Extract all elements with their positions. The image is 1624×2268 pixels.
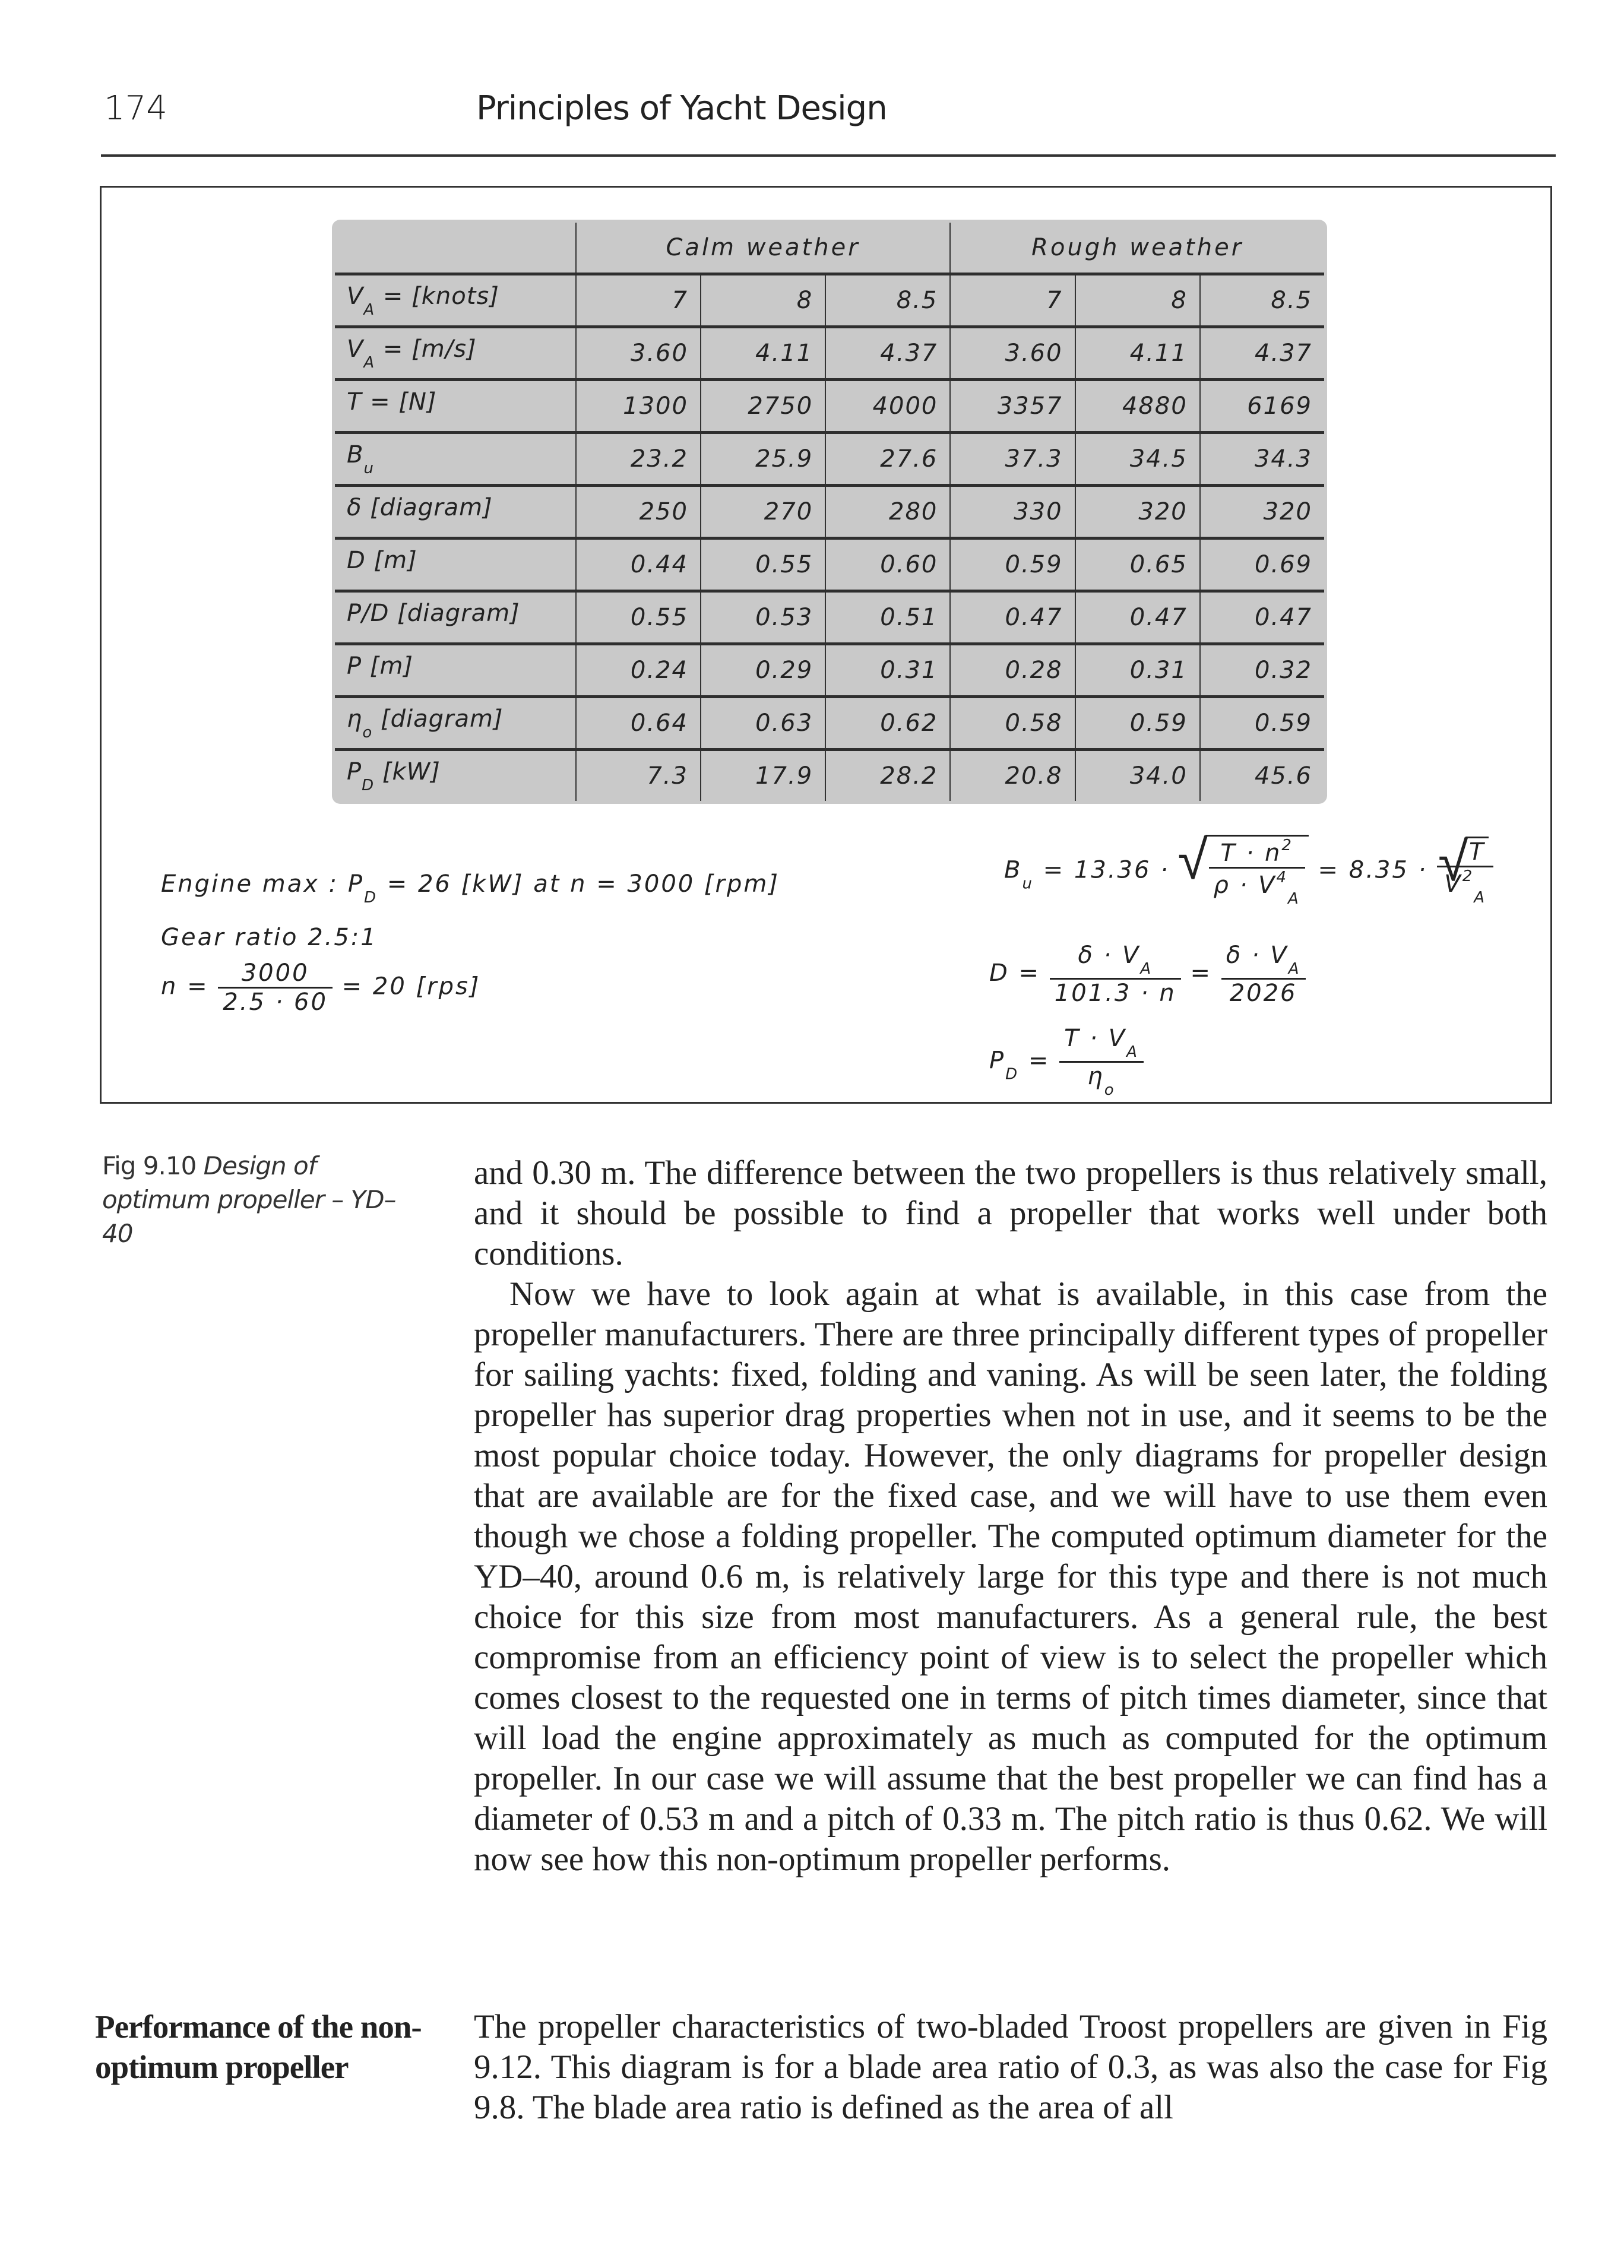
table-row	[334, 697, 1326, 750]
table-row	[334, 644, 1326, 697]
diameter-formula: D = $\frac{\delta \cdot V_A}{101.3 \cdot n}$ = $\frac{\delta \cdot V_A}{2026}$	[989, 942, 1306, 1007]
cell: 45.6	[1254, 762, 1312, 790]
cell: 0.28	[950, 644, 1075, 697]
row-label: T = [N]	[334, 380, 576, 433]
cell: 8.5	[1200, 274, 1326, 327]
page-number: 174	[104, 89, 167, 128]
cell: 8	[1075, 274, 1200, 327]
cell: 0.31	[1075, 644, 1200, 697]
table-row	[334, 380, 1326, 433]
cell: 0.24	[576, 644, 701, 697]
row-label: $\eta_o$ [diagram]	[334, 697, 576, 750]
figure-9-10	[100, 186, 1552, 1104]
running-head	[0, 0, 1624, 160]
cell: 8	[701, 274, 825, 327]
cell: 0.65	[1075, 539, 1200, 591]
sqrt-symbol: √ T	[1465, 837, 1489, 866]
cell: 0.47	[1200, 591, 1326, 644]
cell: 0.64	[576, 697, 701, 750]
cell: 0.69	[1200, 539, 1326, 591]
cell: 7.3	[576, 750, 701, 803]
book-title: Principles of Yacht Design	[476, 89, 887, 128]
cell: 23.2	[576, 433, 701, 486]
cell: 0.51	[825, 591, 950, 644]
cell: 6169	[1200, 380, 1326, 433]
cell: 3.60	[576, 327, 701, 380]
row-label: $V_A$ = [knots]	[334, 274, 576, 327]
table-corner-cell	[334, 221, 576, 274]
cell: 270	[701, 486, 825, 539]
table-row	[334, 433, 1326, 486]
table-row	[334, 274, 1326, 327]
cell: 7	[950, 274, 1075, 327]
figure-caption	[102, 1149, 411, 1250]
paragraph: The propeller characteristics of two-bladed Troost propellers are given in Fig 9.12. This diagram is for a blade area ratio of 0.3, as was also the case for Fig 9.8. The blade area ratio is defined as the area of all	[474, 2008, 1547, 2126]
table-row	[334, 486, 1326, 539]
cell: 330	[950, 486, 1075, 539]
table-row	[334, 539, 1326, 591]
cell: 7	[576, 274, 701, 327]
cell: 0.31	[825, 644, 950, 697]
table-row	[334, 327, 1326, 380]
cell: 34.0	[1075, 750, 1200, 803]
cell: 0.59	[1075, 697, 1200, 750]
body-text-section	[474, 2007, 1547, 2128]
cell: 0.55	[701, 539, 825, 591]
cell: 8.5	[825, 274, 950, 327]
cell: 0.53	[701, 591, 825, 644]
caption-label: Fig 9.10	[102, 1151, 204, 1180]
cell: 250	[576, 486, 701, 539]
cell: 0.29	[701, 644, 825, 697]
cell: 4.37	[1200, 327, 1326, 380]
cell: 4.37	[825, 327, 950, 380]
caption-title: Design of optimum propeller – YD–40	[102, 1151, 396, 1248]
cell: 37.3	[950, 433, 1075, 486]
cell: 0.58	[950, 697, 1075, 750]
cell: 1300	[576, 380, 701, 433]
propeller-design-table	[332, 220, 1327, 804]
section-heading: Performance of the non-optimum propeller	[95, 2009, 422, 2085]
cell: 0.47	[950, 591, 1075, 644]
cell: 20.8	[950, 750, 1075, 803]
group-header-rough: Rough weather	[950, 221, 1325, 274]
cell: 3357	[950, 380, 1075, 433]
cell: 28.2	[825, 750, 950, 803]
cell: 0.55	[576, 591, 701, 644]
cell: 280	[825, 486, 950, 539]
row-label: P/D [diagram]	[334, 591, 576, 644]
cell: 0.32	[1200, 644, 1326, 697]
rps-equation: n = $\frac{3000}{2.5 \cdot 60}$ = 20 [rps]	[161, 959, 481, 1016]
group-header-calm: Calm weather	[576, 221, 951, 274]
cell: 0.59	[950, 539, 1075, 591]
cell: 320	[1075, 486, 1200, 539]
cell: 320	[1200, 486, 1326, 539]
cell: 27.6	[825, 433, 950, 486]
table-row	[334, 591, 1326, 644]
row-label: $B_u$	[334, 433, 576, 486]
cell: 2750	[701, 380, 825, 433]
row-label: $V_A = [m/s]$	[334, 327, 576, 380]
cell: 34.5	[1075, 433, 1200, 486]
engine-max-line: Engine max : $P_D = 26$ [kW] at n = 3000 [rpm]	[161, 870, 780, 907]
cell: 4.11	[701, 327, 825, 380]
bu-formula: $B_u = 13.36$ · √ $\frac{T \cdot n^2}{\rho \cdot V^4_A}$ = 8.35 · √ $\frac{T}{V^2_A}$	[1004, 835, 1493, 908]
cell: 0.47	[1075, 591, 1200, 644]
cell: 0.63	[701, 697, 825, 750]
cell: 0.60	[825, 539, 950, 591]
row-label: P [m]	[334, 644, 576, 697]
row-label: D [m]	[334, 539, 576, 591]
row-label: $P_D$ [kW]	[334, 750, 576, 803]
cell: 4000	[825, 380, 950, 433]
cell: 25.9	[701, 433, 825, 486]
table-row	[334, 750, 1326, 803]
sqrt-symbol: √ $\frac{T \cdot n^2}{\rho \cdot V^4_A}$	[1205, 835, 1309, 908]
paragraph: Now we have to look again at what is available, in this case from the propeller manufacturers. There are three principally different types of propeller for sailing yachts: fixed, folding and vaning. As will be seen later, the folding propeller has superior drag properties when not in use, and it seems to be the most popular choice today. However, the only diagrams for propeller design that are available are for the fixed case, and we will have to use them even though we chose a folding propeller. The computed optimum diameter for the YD–40, around 0.6 m, is relatively large for this type and there is not much choice for this size from most manufacturers. As a general rule, the best compromise from an efficiency point of view is to select the propeller which comes closest to the requested one in terms of pitch times diameter, since that will load the engine approximately as much as computed for the optimum propeller. In our case we will assume that the best propeller we can find has a diameter of 0.53 m and a pitch of 0.33 m. The pitch ratio is thus 0.62. We will now see how this non-optimum propeller performs.	[474, 1275, 1547, 1878]
cell: 0.44	[576, 539, 701, 591]
gear-ratio-line: Gear ratio 2.5:1	[161, 924, 378, 951]
cell: 17.9	[701, 750, 825, 803]
body-text-main	[474, 1153, 1547, 1880]
power-formula: $P_D$ = $\frac{T \cdot V_A}{\eta_o}$	[989, 1025, 1144, 1099]
cell: 4880	[1075, 380, 1200, 433]
cell: 0.62	[825, 697, 950, 750]
row-label: δ [diagram]	[334, 486, 576, 539]
cell: 4.11	[1075, 327, 1200, 380]
header-rule	[101, 154, 1556, 157]
paragraph: and 0.30 m. The difference between the two propellers is thus relatively small, and it should be possible to find a propeller that works well under both conditions.	[474, 1154, 1547, 1272]
table-header-row	[334, 221, 1326, 274]
cell: 34.3	[1200, 433, 1326, 486]
cell: 3.60	[950, 327, 1075, 380]
cell: 0.59	[1200, 697, 1326, 750]
